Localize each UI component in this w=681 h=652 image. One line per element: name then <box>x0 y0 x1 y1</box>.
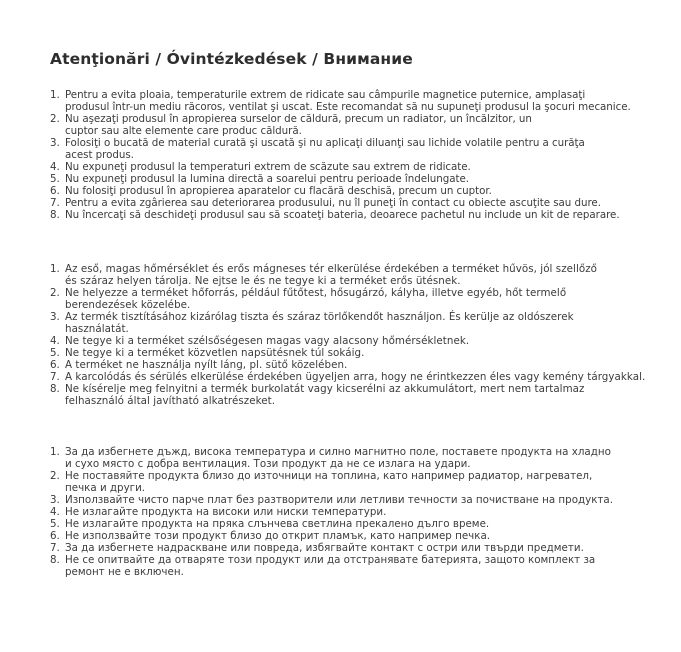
item-number: 3. <box>50 311 60 323</box>
romanian-precautions-list <box>50 89 680 221</box>
item-number: 2. <box>50 113 60 125</box>
item-text: Nu expuneţi produsul la lumina directă a soarelui pentru perioade îndelungate. <box>65 173 469 185</box>
item-number: 1. <box>50 89 60 101</box>
item-number: 6. <box>50 359 60 371</box>
item-number: 4. <box>50 335 60 347</box>
item-text: Не се опитвайте да отваряте този продукт или да отстранявате батерията, защото комплект за ремонт не е включен. <box>65 554 596 578</box>
item-number: 2. <box>50 287 60 299</box>
item-text: Nu folosiţi produsul în apropierea aparatelor cu flacără deschisă, precum un cuptor. <box>65 185 492 197</box>
item-text: Не поставяйте продукта близо до източници на топлина, като например радиатор, нагревател, печка и други. <box>65 470 593 494</box>
list-item <box>50 554 680 578</box>
list-item <box>50 263 680 287</box>
item-number: 8. <box>50 209 60 221</box>
list-item <box>50 446 680 470</box>
list-item <box>50 185 680 197</box>
item-number: 7. <box>50 371 60 383</box>
item-text: Nu încercaţi să deschideţi produsul sau să scoateţi bateria, deoarece pachetul nu include un kit de reparare. <box>65 209 620 221</box>
item-text: Folosiţi o bucată de material curată şi uscată şi nu aplicaţi diluanţi sau lichide volatile pentru a curăţa acest produs. <box>65 137 585 161</box>
item-text: Ne tegye ki a terméket szélsőségesen magas vagy alacsony hőmérsékletnek. <box>65 335 470 347</box>
item-number: 3. <box>50 137 60 149</box>
list-item <box>50 335 680 347</box>
list-item <box>50 506 680 518</box>
item-text: Използвайте чисто парче плат без разтворители или летливи течности за почистване на продукта. <box>65 494 614 506</box>
list-item <box>50 209 680 221</box>
list-item <box>50 311 680 335</box>
item-number: 1. <box>50 446 60 458</box>
item-text: Не излагайте продукта на пряка слънчева светлина прекалено дълго време. <box>65 518 490 530</box>
item-text: Nu aşezaţi produsul în apropierea surselor de căldură, precum un radiator, un încălzitor, un cuptor sau alte elemente care produc căldură. <box>65 113 532 137</box>
item-number: 7. <box>50 542 60 554</box>
item-number: 4. <box>50 161 60 173</box>
list-item <box>50 383 680 407</box>
item-number: 4. <box>50 506 60 518</box>
item-text: Az eső, magas hőmérséklet és erős mágneses tér elkerülése érdekében a terméket hűvös, jól szellőző és száraz helyen tárolja. Ne ejtse le és ne tegye ki a terméket erős ütésnek. <box>65 263 598 287</box>
list-item <box>50 89 680 113</box>
list-item <box>50 161 680 173</box>
page-title: Atenţionări / Óvintézkedések / Внимание <box>50 50 413 68</box>
item-text: Az termék tisztításához kizárólag tiszta és száraz törlőkendőt használjon. És kerülje az oldószerek használatát. <box>65 311 574 335</box>
item-text: Pentru a evita ploaia, temperaturile extrem de ridicate sau câmpurile magnetice puternice, amplasaţi produsul într-un mediu răcoros, ventilat şi uscat. Este recomandat să nu supuneţi produsul la şocuri mecanice. <box>65 89 631 113</box>
list-item <box>50 542 680 554</box>
item-text: Не използвайте този продукт близо до открит пламък, като например печка. <box>65 530 491 542</box>
item-number: 6. <box>50 530 60 542</box>
item-number: 1. <box>50 263 60 275</box>
item-text: За да избегнете надраскване или повреда, избягвайте контакт с остри или твърди предмети. <box>65 542 584 554</box>
item-number: 5. <box>50 347 60 359</box>
item-number: 3. <box>50 494 60 506</box>
list-item <box>50 530 680 542</box>
list-item <box>50 287 680 311</box>
bulgarian-precautions-list <box>50 446 680 578</box>
item-text: Pentru a evita zgârierea sau deteriorarea produsului, nu îl puneţi în contact cu obiecte ascuţite sau dure. <box>65 197 601 209</box>
list-item <box>50 347 680 359</box>
item-number: 6. <box>50 185 60 197</box>
list-item <box>50 197 680 209</box>
item-number: 5. <box>50 518 60 530</box>
item-text: Ne kísérelje meg felnyitni a termék burkolatát vagy kicserélni az akkumulátort, mert nem tartalmaz felhasználó által javítható alkatrészeket. <box>65 383 585 407</box>
item-text: A terméket ne használja nyílt láng, pl. sütő közelében. <box>65 359 348 371</box>
item-text: Ne tegye ki a terméket közvetlen napsütésnek túl sokáig. <box>65 347 365 359</box>
list-item <box>50 518 680 530</box>
list-item <box>50 371 680 383</box>
item-number: 7. <box>50 197 60 209</box>
list-item <box>50 173 680 185</box>
hungarian-precautions-list <box>50 263 680 407</box>
item-text: Не излагайте продукта на високи или ниски температури. <box>65 506 387 518</box>
item-text: Nu expuneţi produsul la temperaturi extrem de scăzute sau extrem de ridicate. <box>65 161 471 173</box>
list-item <box>50 137 680 161</box>
list-item <box>50 470 680 494</box>
item-text: За да избегнете дъжд, висока температура и силно магнитно поле, поставете продукта на хладно и сухо място с добра вентилация. Този продукт да не се излага на удари. <box>65 446 611 470</box>
item-number: 2. <box>50 470 60 482</box>
item-number: 8. <box>50 383 60 395</box>
item-number: 8. <box>50 554 60 566</box>
list-item <box>50 359 680 371</box>
list-item <box>50 494 680 506</box>
list-item <box>50 113 680 137</box>
item-text: Ne helyezze a terméket hőforrás, például fűtőtest, hősugárzó, kályha, illetve egyéb, hőt termelő berendezések közelébe. <box>65 287 567 311</box>
item-text: A karcolódás és sérülés elkerülése érdekében ügyeljen arra, hogy ne érintkezzen éles vagy kemény tárgyakkal. <box>65 371 646 383</box>
item-number: 5. <box>50 173 60 185</box>
